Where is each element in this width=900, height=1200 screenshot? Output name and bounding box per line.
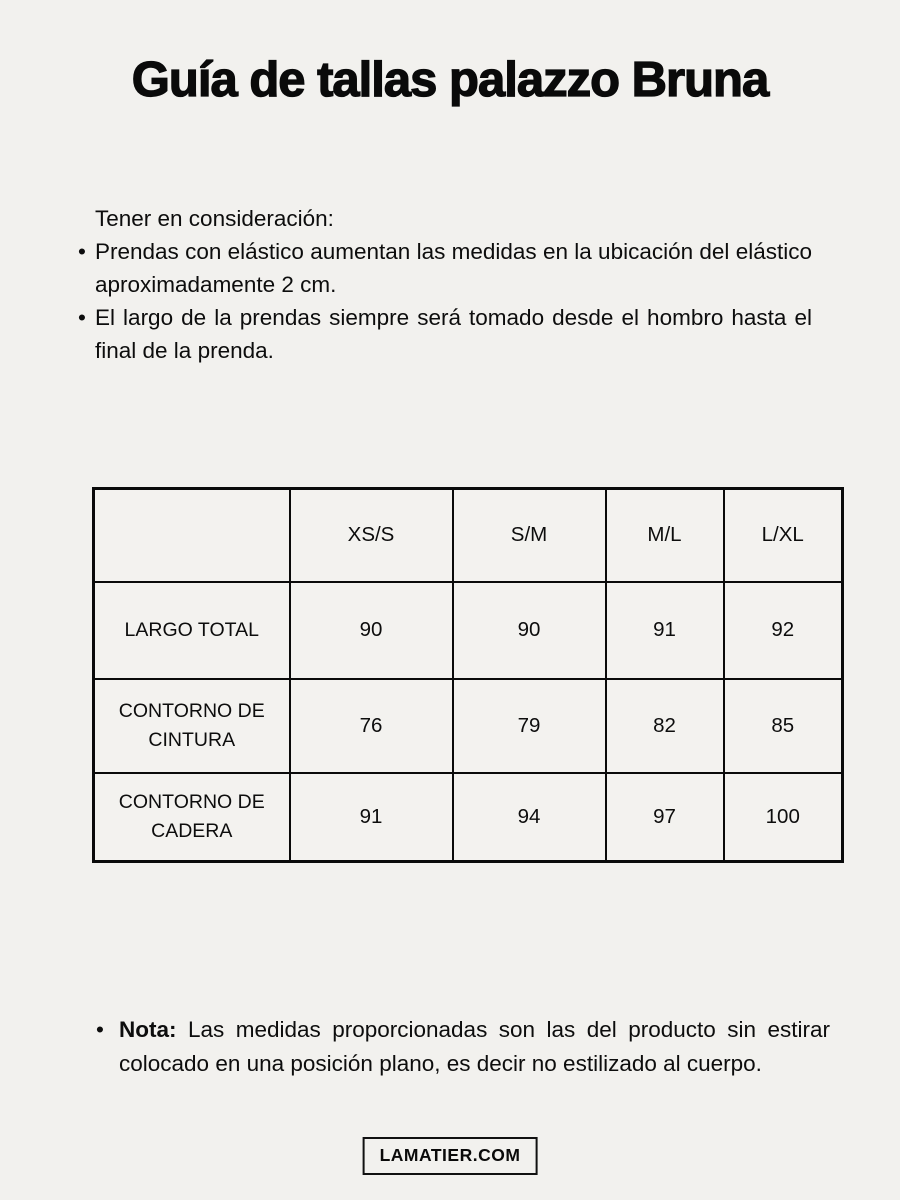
cell-largo-ml: 91 <box>606 582 724 679</box>
table-header-row <box>94 489 843 582</box>
row-label-contorno-cintura: CONTORNO DE CINTURA <box>94 679 290 773</box>
table-header-xss: XS/S <box>290 489 453 582</box>
note-bullet-item <box>96 1013 830 1080</box>
consideration-text-2: El largo de la prendas siempre será tomado desde el hombro hasta el final de la prenda. <box>95 305 812 363</box>
bullet-marker: • <box>78 239 86 264</box>
cell-cadera-lxl: 100 <box>724 773 843 862</box>
table-row <box>94 773 843 862</box>
table-header-empty <box>94 489 290 582</box>
cell-largo-sm: 90 <box>453 582 606 679</box>
considerations-heading: Tener en consideración: <box>95 206 334 231</box>
table-row <box>94 679 843 773</box>
row-label-largo-total: LARGO TOTAL <box>94 582 290 679</box>
consideration-text-1: Prendas con elástico aumentan las medidas en la ubicación del elástico aproximadamente 2 cm. <box>95 239 812 297</box>
size-guide-table <box>92 487 844 863</box>
brand-name: LAMATIER.COM <box>379 1145 521 1165</box>
brand-footer-box <box>363 1137 538 1175</box>
bullet-marker: • <box>78 305 86 330</box>
note-label: Nota: <box>119 1017 177 1042</box>
cell-largo-lxl: 92 <box>724 582 843 679</box>
page-title: Guía de tallas palazzo Bruna <box>131 53 769 107</box>
table-header-ml: M/L <box>606 489 724 582</box>
table-row <box>94 582 843 679</box>
cell-cadera-ml: 97 <box>606 773 724 862</box>
note-text: Las medidas proporcionadas son las del producto sin estirar colocado en una posición plano, es decir no estilizado al cuerpo. <box>119 1017 830 1076</box>
table-header-lxl: L/XL <box>724 489 843 582</box>
cell-cintura-xss: 76 <box>290 679 453 773</box>
consideration-bullet-1 <box>78 235 812 301</box>
cell-cadera-xss: 91 <box>290 773 453 862</box>
note-section <box>96 1013 830 1080</box>
cell-cintura-ml: 82 <box>606 679 724 773</box>
consideration-bullet-2 <box>78 301 812 367</box>
row-label-contorno-cadera: CONTORNO DE CADERA <box>94 773 290 862</box>
considerations-section <box>78 202 812 367</box>
cell-cadera-sm: 94 <box>453 773 606 862</box>
cell-cintura-lxl: 85 <box>724 679 843 773</box>
bullet-marker: • <box>96 1017 104 1042</box>
cell-cintura-sm: 79 <box>453 679 606 773</box>
cell-largo-xss: 90 <box>290 582 453 679</box>
table-header-sm: S/M <box>453 489 606 582</box>
